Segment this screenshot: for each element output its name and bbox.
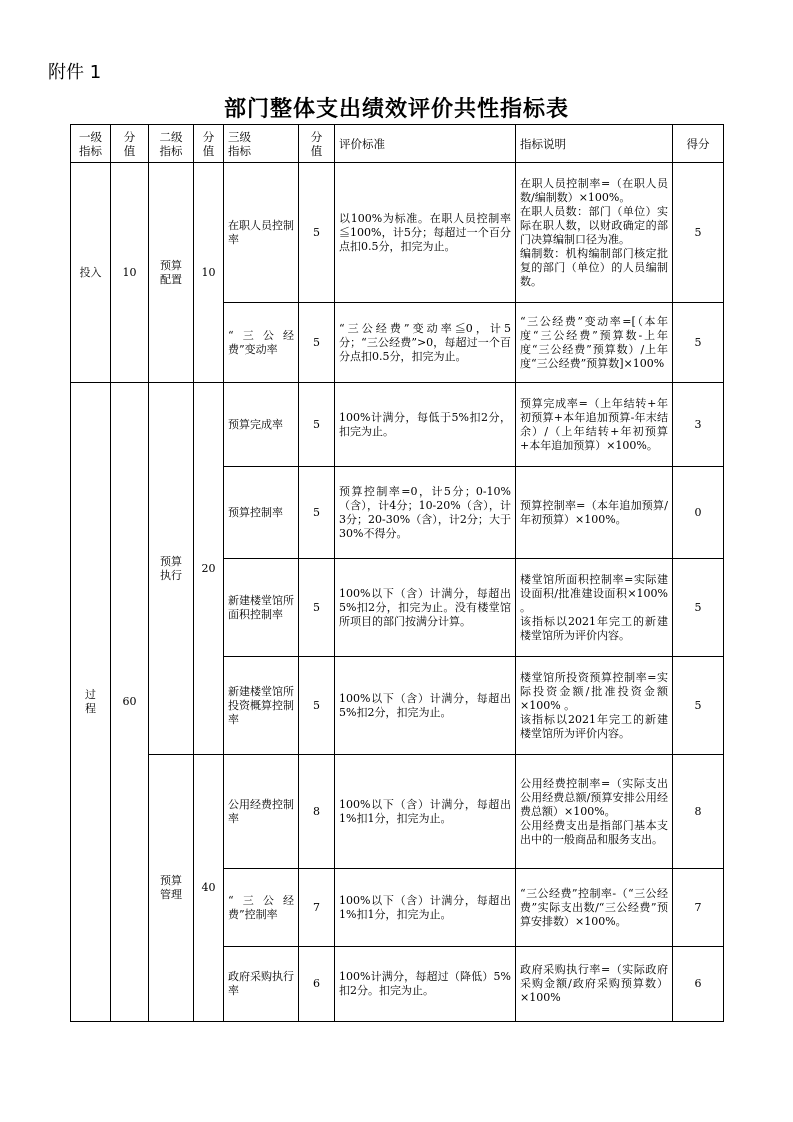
level2-budget-mgmt: 预算 管理 [149, 755, 194, 1022]
header-weight2: 分 值 [194, 125, 224, 163]
level1-input: 投入 [71, 163, 111, 383]
level3-name: 公用经费控制率 [224, 755, 299, 869]
level3-name: 预算控制率 [224, 467, 299, 559]
level1-input-weight: 10 [111, 163, 149, 383]
criteria-cell: 100%以下（含）计满分，每超出5%扣2分，扣完为止。没有楼堂馆所项目的部门按满分计算。 [335, 559, 516, 657]
description-cell: 预算完成率=（上年结转+年初预算+本年追加预算-年末结余）/（上年结转+年初预算+本年追加预算）×100%。 [516, 383, 673, 467]
score-cell: 5 [673, 163, 724, 303]
criteria-cell: “三公经费”变动率≦0，计5分；“三公经费”>0，每超过一个百分点扣0.5分，扣完为止。 [335, 303, 516, 383]
description-cell: “三公经费”变动率=[（本年度“三公经费”预算数-上年度“三公经费”预算数）/上年度“三公经费”预算数]×100% [516, 303, 673, 383]
criteria-cell: 100%计满分，每超过（降低）5%扣2分。扣完为止。 [335, 947, 516, 1022]
description-cell: 预算控制率=（本年追加预算/年初预算）×100%。 [516, 467, 673, 559]
table-row [71, 755, 724, 869]
level3-weight: 5 [299, 163, 335, 303]
level2-budget-exec: 预算 执行 [149, 383, 194, 755]
header-score: 得分 [673, 125, 724, 163]
level2-budget-exec-weight: 20 [194, 383, 224, 755]
level2-budget-config: 预算 配置 [149, 163, 194, 383]
level1-process-weight: 60 [111, 383, 149, 1022]
level3-name: 政府采购执行率 [224, 947, 299, 1022]
attachment-label: 附件 1 [48, 62, 102, 83]
level3-name: “三公经费”变动率 [224, 303, 299, 383]
criteria-cell: 100%以下（含）计满分，每超出1%扣1分，扣完为止。 [335, 869, 516, 947]
description-cell: 政府采购执行率=（实际政府采购金额/政府采购预算数）×100% [516, 947, 673, 1022]
score-cell: 5 [673, 303, 724, 383]
table-row [71, 163, 724, 303]
header-level2: 二级 指标 [149, 125, 194, 163]
indicator-table [70, 124, 724, 1022]
score-cell: 6 [673, 947, 724, 1022]
criteria-cell: 预算控制率=0，计5分；0-10%（含），计4分；10-20%（含），计3分；20-30%（含），计2分；大于30%不得分。 [335, 467, 516, 559]
level3-weight: 5 [299, 303, 335, 383]
criteria-cell: 100%以下（含）计满分，每超出1%扣1分，扣完为止。 [335, 755, 516, 869]
level3-weight: 5 [299, 657, 335, 755]
header-weight3: 分 值 [299, 125, 335, 163]
header-weight1: 分 值 [111, 125, 149, 163]
criteria-cell: 100%计满分，每低于5%扣2分，扣完为止。 [335, 383, 516, 467]
page-title: 部门整体支出绩效评价共性指标表 [223, 97, 569, 122]
description-cell: 在职人员控制率=（在职人员数/编制数）×100%。 在职人员数：部门（单位）实际在职人数，以财政确定的部门决算编制口径为准。 编制数：机构编制部门核定批复的部门（单位）的人员编制数。 [516, 163, 673, 303]
level3-weight: 8 [299, 755, 335, 869]
level3-weight: 5 [299, 467, 335, 559]
level3-name: 预算完成率 [224, 383, 299, 467]
score-cell: 3 [673, 383, 724, 467]
level2-budget-config-weight: 10 [194, 163, 224, 383]
description-cell: “三公经费”控制率-（“三公经费”实际支出数/“三公经费”预算安排数）×100%。 [516, 869, 673, 947]
level3-weight: 6 [299, 947, 335, 1022]
criteria-cell: 100%以下（含）计满分，每超出5%扣2分，扣完为止。 [335, 657, 516, 755]
level3-weight: 7 [299, 869, 335, 947]
score-cell: 0 [673, 467, 724, 559]
header-row [71, 125, 724, 163]
level3-name: 在职人员控制率 [224, 163, 299, 303]
header-description: 指标说明 [516, 125, 673, 163]
description-cell: 楼堂馆所面积控制率=实际建设面积/批准建设面积×100% 。 该指标以2021年完工的新建楼堂馆所为评价内容。 [516, 559, 673, 657]
level2-budget-mgmt-weight: 40 [194, 755, 224, 1022]
level3-name: 新建楼堂馆所面积控制率 [224, 559, 299, 657]
score-cell: 8 [673, 755, 724, 869]
level3-weight: 5 [299, 383, 335, 467]
level3-name: 新建楼堂馆所投资概算控制率 [224, 657, 299, 755]
header-criteria: 评价标准 [335, 125, 516, 163]
level3-name: “三公经费”控制率 [224, 869, 299, 947]
criteria-cell: 以100%为标准。在职人员控制率≦100%，计5分；每超过一个百分点扣0.5分，扣完为止。 [335, 163, 516, 303]
description-cell: 楼堂馆所投资预算控制率=实际投资金额/批准投资金额×100% 。 该指标以2021年完工的新建楼堂馆所为评价内容。 [516, 657, 673, 755]
score-cell: 5 [673, 657, 724, 755]
table-row [71, 383, 724, 467]
header-level3: 三级 指标 [224, 125, 299, 163]
score-cell: 7 [673, 869, 724, 947]
level1-process: 过 程 [71, 383, 111, 1022]
header-level1: 一级 指标 [71, 125, 111, 163]
description-cell: 公用经费控制率=（实际支出公用经费总额/预算安排公用经费总额）×100%。 公用经费支出是指部门基本支出中的一般商品和服务支出。 [516, 755, 673, 869]
level3-weight: 5 [299, 559, 335, 657]
score-cell: 5 [673, 559, 724, 657]
